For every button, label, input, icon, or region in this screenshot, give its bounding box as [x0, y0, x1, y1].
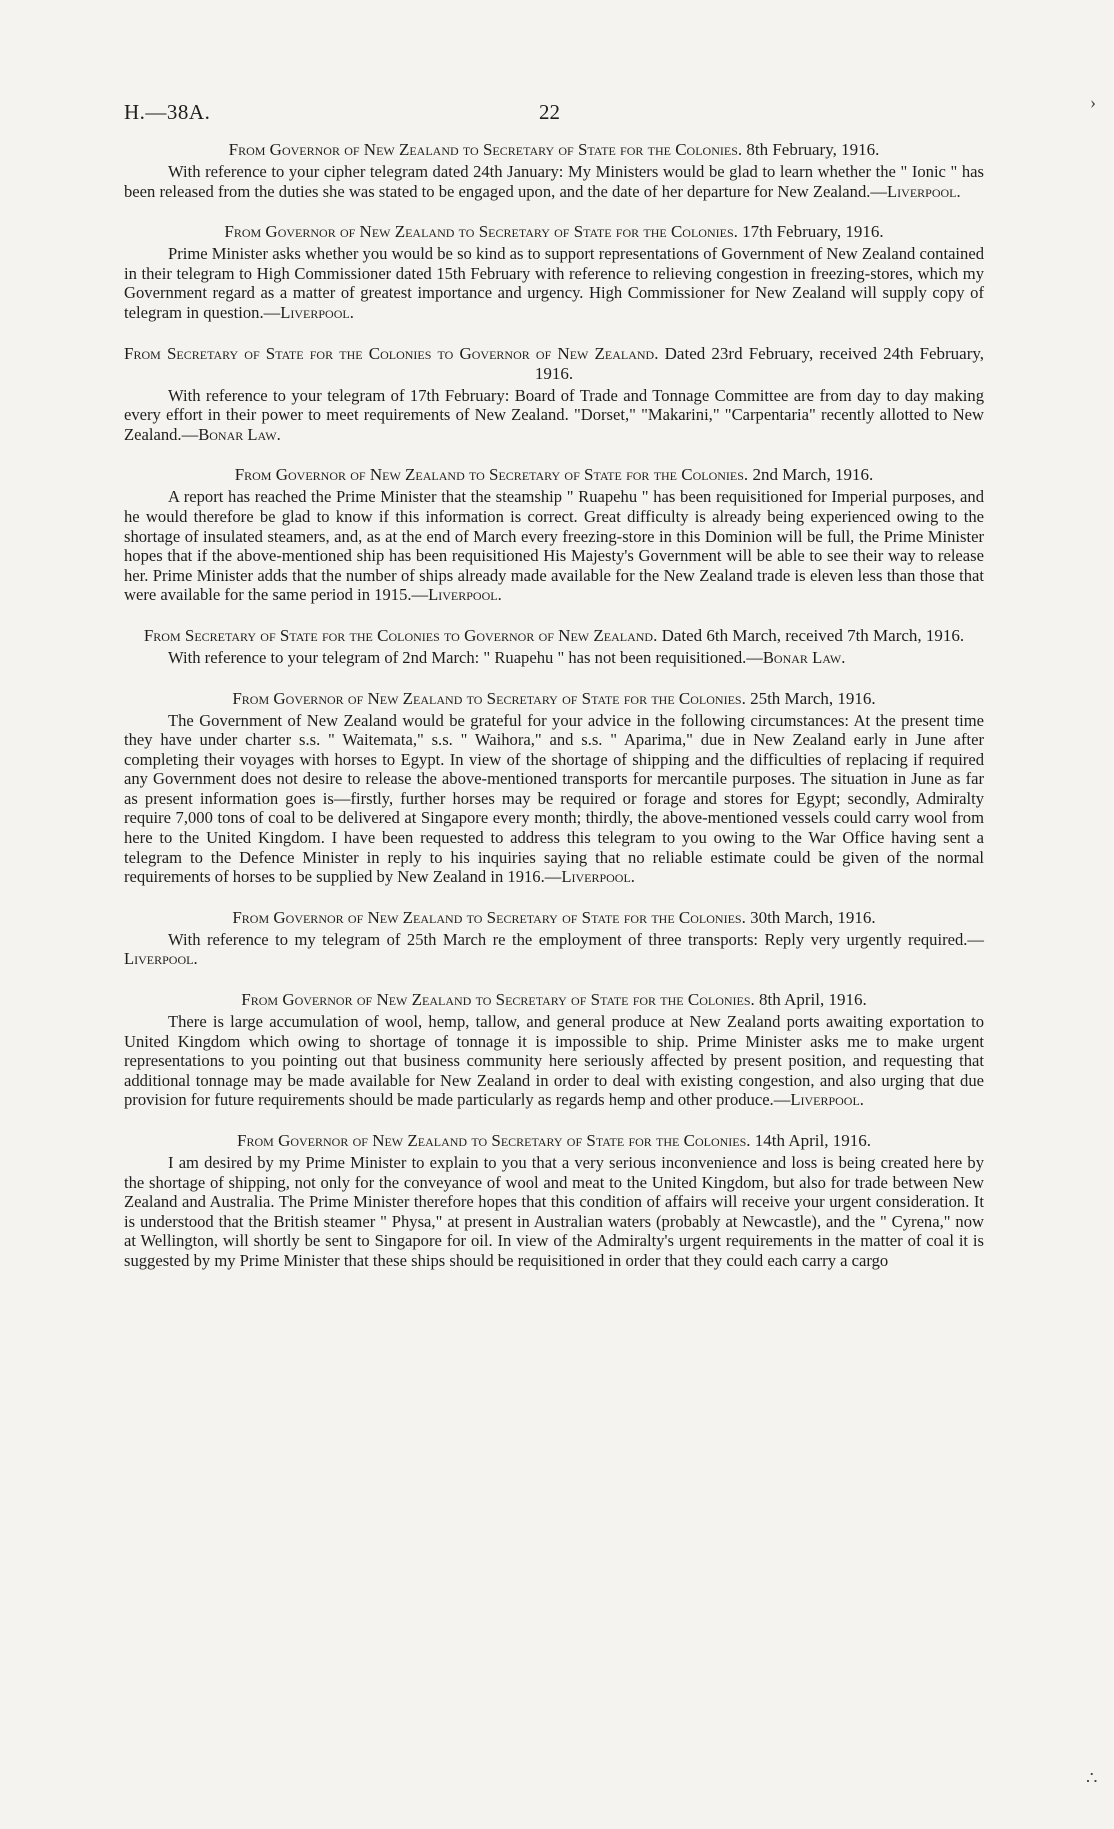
telegram-date: 14th April, 1916. — [754, 1131, 871, 1150]
telegram-body: A report has reached the Prime Minister that the steamship " Ruapehu " has been requisitioned for Imperial purposes, and he would therefore be glad to know if this information is correct. Great difficulty is already being experienced owing to the shortage of insulated steamers, and, as at the end of March every freezing-store in this Dominion will be full, the Prime Minister hopes that if the above-mentioned ship has been requisitioned His Majesty's Government will be able to see their way to release her. Prime Minister adds that the number of ships already made available for the New Zealand trade is eleven less than those that were available for the same period in 1915.—Liverpool. — [124, 487, 984, 605]
telegram-date: 30th March, 1916. — [750, 907, 876, 927]
telegram-date: 25th March, 1916. — [750, 688, 876, 708]
telegram-heading: From Governor of New Zealand to Secretary of State for the Colonies. 17th February, 1916. — [224, 222, 884, 242]
telegram-date: 8th April, 1916. — [759, 990, 867, 1010]
telegram-heading: From Governor of New Zealand to Secretary of State for the Colonies. 2nd March, 1916. — [234, 465, 874, 485]
telegram-heading: From Governor of New Zealand to Secretary of State for the Colonies. 8th April, 1916. — [241, 990, 867, 1010]
telegram-signature: —Liverpool. — [411, 585, 502, 605]
telegram-date: 8th February, 1916. — [746, 140, 880, 159]
telegram-heading: From Secretary of State for the Colonies to Governor of New Zealand. Dated 6th March, received 7th March, 1916. — [143, 625, 965, 645]
telegram-body: Prime Minister asks whether you would be so kind as to support representations of Government of New Zealand contained in their telegram to High Commissioner dated 15th February with reference to relieving congestion in freezing-stores, which my Government regard as a matter of greatest importance and urgency. High Commissioner for New Zealand will supply copy of telegram in question.—Liverpool. — [124, 244, 984, 322]
telegram-3 — [124, 344, 984, 445]
telegram-heading: From Governor of New Zealand to Secretary of State for the Colonies. 14th April, 1916. — [237, 1131, 871, 1150]
page-number: 22 — [539, 100, 560, 124]
telegram-signature: —Liverpool. — [124, 929, 984, 969]
telegram-body: With reference to my telegram of 25th March re the employment of three transports: Reply very urgently required.—Liverpool. — [124, 929, 984, 969]
telegram-heading: From Governor of New Zealand to Secretary of State for the Colonies. 25th March, 1916. — [232, 688, 876, 708]
telegram-heading: From Governor of New Zealand to Secretary of State for the Colonies. 8th February, 1916. — [228, 140, 880, 159]
telegram-body: With reference to your telegram of 17th February: Board of Trade and Tonnage Committee are from day to day making every effort in their power to meet requirements of New Zealand. "Dorset," "Makarini," "Carpentaria" recently allotted to New Zealand.—Bonar Law. — [124, 385, 984, 444]
telegram-date: Dated 23rd February, received 24th February, 1916. — [534, 343, 985, 383]
telegram-body: With reference to your cipher telegram dated 24th January: My Ministers would be glad to learn whether the " Ionic " has been released from the duties she was stated to be engaged upon, and the date of her departure for New Zealand.—Liverpool. — [124, 162, 984, 201]
telegram-7 — [124, 908, 984, 969]
telegram-signature: —Liverpool. — [544, 867, 635, 887]
telegram-heading: From Governor of New Zealand to Secretary of State for the Colonies. 30th March, 1916. — [232, 907, 876, 927]
telegram-body: The Government of New Zealand would be grateful for your advice in the following circumstances: At the present time they have under charter s.s. " Waitemata," s.s. " Waihora," and s.s. " Aparima," due in New Zealand early in June after completing their voyages with horses to Egypt. In view of the shortage of shipping and the difficulties of replacing if required any Government does not desire to release the above-mentioned transports for mercantile purposes. The situation in June as far as present information goes is—firstly, further horses may be required or forage and stores for Egypt; secondly, Admiralty require 7,000 tons of coal to be delivered at Singapore every month; thirdly, the above-mentioned vessels could carry wool from here to the United Kingdom. I have been requested to address this telegram to you owing to the War Office having sent a telegram to the Defence Minister in reply to his inquiries saying that no reliable estimate could be given of the normal requirements of horses to be supplied by New Zealand in 1916.—Liverpool. — [124, 710, 984, 887]
telegram-6 — [124, 689, 984, 887]
telegram-8 — [124, 990, 984, 1110]
telegram-body: There is large accumulation of wool, hemp, tallow, and general produce at New Zealand ports awaiting exportation to United Kingdom which owing to shortage of tonnage it is impossible to ship. Prime Minister asks me to make urgent representations to you pointing out that business community here seriously affected by present position, and requesting that additional tonnage may be made available for New Zealand in order to deal with existing congestion, and also urging that due provision for future requirements should be made particularly as regards hemp and other produce.—Liverpool. — [124, 1012, 984, 1110]
telegram-body: With reference to your telegram of 2nd March: " Ruapehu " has not been requisitioned.—Bonar Law. — [168, 647, 846, 667]
margin-scan-mark: ∴ — [1086, 1768, 1098, 1788]
telegram-signature: —Bonar Law. — [746, 647, 846, 667]
telegram-body: I am desired by my Prime Minister to explain to you that a very serious inconvenience and loss is being created here by the shortage of shipping, not only for the conveyance of wool and meat to the United Kingdom, but also for trade between New Zealand and Australia. The Prime Minister therefore hopes that this condition of affairs will receive your urgent consideration. It is understood that the British steamer " Physa," at present in Australian waters (probably at Newcastle), and the " Cyrena," now at Wellington, will shortly be sent to Singapore for oil. In view of the Admiralty's urgent requirements in the matter of coal it is suggested by my Prime Minister that these ships should be requisitioned in order that they could each carry a cargo — [124, 1153, 984, 1270]
telegram-date: Dated 6th March, received 7th March, 1916. — [661, 625, 965, 645]
telegram-9 — [124, 1131, 984, 1271]
telegram-signature: —Bonar Law. — [181, 424, 281, 444]
telegram-signature: —Liverpool. — [263, 302, 354, 322]
document-page — [124, 100, 984, 1292]
telegram-5 — [124, 626, 984, 668]
telegram-date: 2nd March, 1916. — [752, 465, 874, 485]
telegram-signature: —Liverpool. — [773, 1090, 864, 1110]
telegram-heading: From Secretary of State for the Colonies to Governor of New Zealand. Dated 23rd February, received 24th February, 1916. — [124, 343, 985, 383]
page-header — [124, 100, 984, 134]
telegram-1 — [124, 140, 984, 201]
document-reference: H.—38A. — [124, 100, 211, 124]
telegram-signature: —Liverpool. — [870, 181, 961, 201]
telegram-2 — [124, 222, 984, 322]
telegram-date: 17th February, 1916. — [742, 222, 884, 242]
margin-scan-mark: › — [1090, 92, 1096, 112]
telegram-4 — [124, 465, 984, 605]
